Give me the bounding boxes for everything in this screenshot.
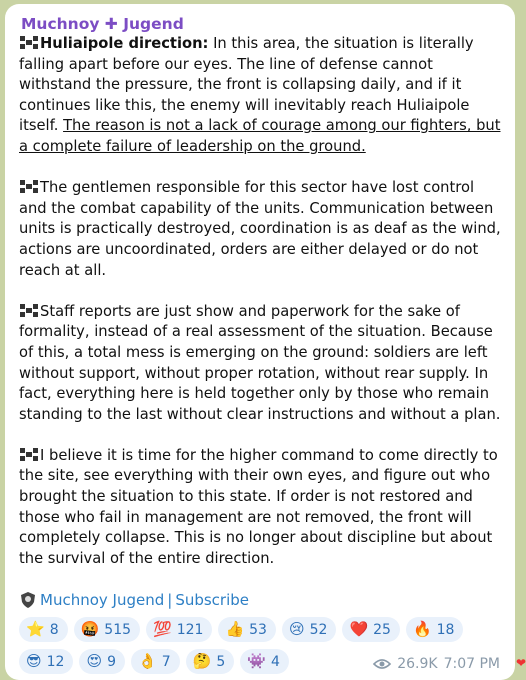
alien-monster-icon: 👾 — [247, 652, 266, 671]
fire-icon: 🔥 — [412, 620, 432, 639]
star-icon: ⭐ — [26, 620, 45, 639]
footer-separator: | — [167, 591, 173, 610]
reaction-count: 53 — [249, 621, 267, 638]
paragraph-2 — [19, 178, 503, 281]
reaction-count: 25 — [373, 621, 391, 638]
paragraph-2-text: The gentlemen responsible for this sector have lost control and the combat capability of the units. Communication between units is practically destroyed, coordination is as deaf as the wind, actions are uncoordinated, orders are either delayed or do not reach at all. — [19, 179, 501, 279]
emblem-icon — [19, 447, 39, 462]
paragraph-1-underlined: The reason is not a lack of courage among our fighters, but a complete failure of leadership on the ground. — [19, 117, 501, 155]
channel-footer-link[interactable] — [19, 590, 503, 610]
reaction-count: 4 — [270, 653, 280, 670]
paragraph-4-text: I believe it is time for the higher command to come directly to the site, see everything with their own eyes, and figure out who brought the situation to this state. If order is not restored and those who fail in management are not removed, the front will completely collapse. This is no longer about discipline but about the survival of the entire direction. — [19, 446, 498, 567]
reactions-row-1 — [19, 617, 503, 642]
footer-channel-name[interactable]: Muchnoy Jugend — [40, 591, 165, 610]
sunglasses-face-icon: 😎 — [26, 652, 42, 671]
eye-icon — [373, 658, 391, 670]
paragraph-1-heading: Huliaipole direction: — [40, 35, 209, 52]
paragraph-1 — [19, 34, 503, 158]
emblem-icon — [19, 303, 39, 318]
hundred-icon: 💯 — [153, 620, 172, 639]
shield-icon — [19, 591, 37, 609]
reaction-pill[interactable] — [131, 649, 180, 674]
reaction-count: 52 — [309, 621, 328, 638]
reaction-pill[interactable] — [146, 617, 212, 642]
reaction-pill[interactable] — [79, 649, 125, 674]
paragraph-3 — [19, 302, 503, 426]
emblem-icon — [19, 35, 39, 50]
reaction-count: 5 — [216, 653, 226, 670]
reaction-count: 121 — [176, 621, 204, 638]
reaction-pill[interactable] — [342, 617, 400, 642]
paragraph-3-text: Staff reports are just show and paperwork for the sake of formality, instead of a real assessment of the situation. Because of this, a total mess is emerging on the ground: soldiers are left without support, without proper rotation, without rear supply. In fact, everything here is held together only by those who remain standing to the last without clear instructions and without a plan. — [19, 302, 501, 423]
reaction-count: 8 — [49, 621, 59, 638]
thinking-face-icon: 🤔 — [192, 652, 212, 671]
emblem-icon — [19, 179, 39, 194]
message-bubble — [5, 4, 515, 680]
timestamp: 7:07 PM — [443, 656, 500, 672]
reaction-count: 7 — [161, 653, 171, 670]
heart-icon: ❤️ — [349, 620, 369, 639]
reaction-pill[interactable] — [74, 617, 140, 642]
heart-eyes-icon: 😍 — [86, 652, 103, 671]
reaction-pill[interactable] — [282, 617, 336, 642]
reaction-count: 9 — [107, 653, 117, 670]
crying-face-icon: 😢 — [288, 620, 305, 639]
reaction-pill[interactable] — [406, 617, 464, 642]
paragraph-4 — [19, 446, 503, 570]
reaction-count: 18 — [436, 621, 455, 638]
reaction-pill[interactable] — [186, 649, 235, 674]
thumbs-up-icon: 👍 — [225, 620, 245, 639]
reaction-pill[interactable] — [19, 649, 73, 674]
heart-icon: ❤ — [515, 656, 526, 670]
reaction-pill[interactable] — [19, 617, 68, 642]
reaction-count: 12 — [46, 653, 65, 670]
paragraph-1-text: In this area, the situation is literally falling apart before our eyes. The line of defense cannot withstand the pressure, the front is collapsing daily, and if it continues like this, the enemy will inevitably reach Huliaipole itself. — [19, 35, 474, 135]
ok-hand-icon: 👌 — [138, 652, 157, 671]
view-count: 26.9K — [397, 656, 438, 672]
subscribe-link[interactable]: Subscribe — [175, 591, 250, 610]
angry-face-icon: 🤬 — [80, 620, 100, 639]
reaction-pill[interactable] — [218, 617, 276, 642]
reaction-pill[interactable] — [240, 649, 289, 674]
message-meta — [373, 656, 500, 672]
channel-name[interactable]: Muchnoy ✚ Jugend — [21, 15, 184, 33]
reaction-count: 515 — [104, 621, 132, 638]
